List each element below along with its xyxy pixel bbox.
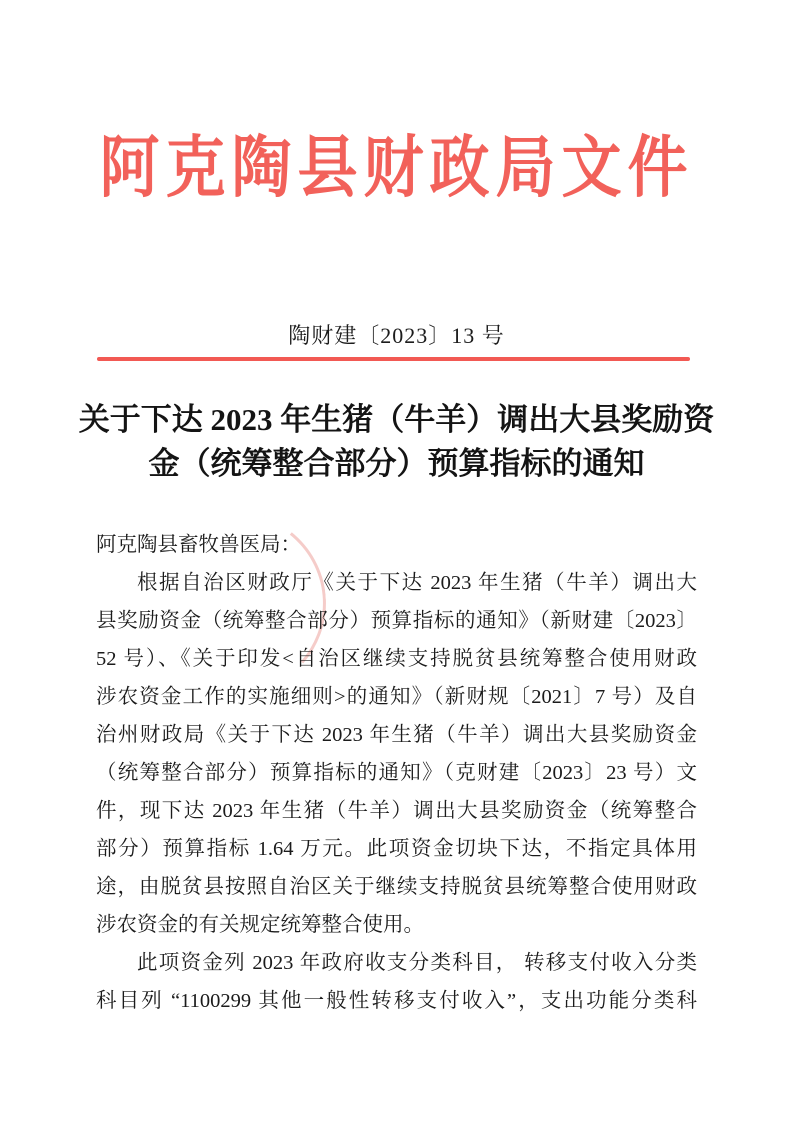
body-line: 52 号）、《关于印发<自治区继续支持脱贫县统筹整合使用财政 — [96, 648, 697, 670]
body-line: 件，现下达 2023 年生猪（牛羊）调出大县奖励资金（统筹整合 — [96, 800, 697, 822]
red-header-divider — [97, 357, 690, 361]
body-line: 涉农资金工作的实施细则>的通知》（新财规〔2021〕7 号）及自 — [96, 686, 697, 708]
body-line: 县奖励资金（统筹整合部分）预算指标的通知》（新财建〔2023〕 — [96, 610, 697, 632]
notice-title-line-1: 关于下达 2023 年生猪（牛羊）调出大县奖励资 — [78, 402, 715, 437]
body-line-salutation: 阿克陶县畜牧兽医局： — [96, 534, 301, 556]
document-body — [96, 526, 697, 1020]
agency-header-title: 阿克陶县财政局文件 — [99, 131, 694, 205]
body-line: 途，由脱贫县按照自治区关于继续支持脱贫县统筹整合使用财政 — [96, 876, 697, 898]
body-line: 此项资金列 2023 年政府收支分类科目， 转移支付收入分类 — [137, 952, 697, 974]
body-line: 涉农资金的有关规定统筹整合使用。 — [96, 914, 424, 936]
body-line: 治州财政局《关于下达 2023 年生猪（牛羊）调出大县奖励资金 — [96, 724, 697, 746]
body-line: （统筹整合部分）预算指标的通知》（克财建〔2023〕23 号）文 — [96, 762, 697, 784]
body-line: 根据自治区财政厅《关于下达 2023 年生猪（牛羊）调出大 — [137, 572, 697, 594]
notice-title-line-2: 金（统筹整合部分）预算指标的通知 — [148, 446, 645, 481]
body-line: 部分）预算指标 1.64 万元。此项资金切块下达，不指定具体用 — [96, 838, 697, 860]
document-number: 陶财建〔2023〕13 号 — [288, 323, 505, 348]
body-line: 科目列 “1100299 其他一般性转移支付收入”，支出功能分类科 — [96, 990, 697, 1012]
notice-title — [0, 398, 793, 486]
